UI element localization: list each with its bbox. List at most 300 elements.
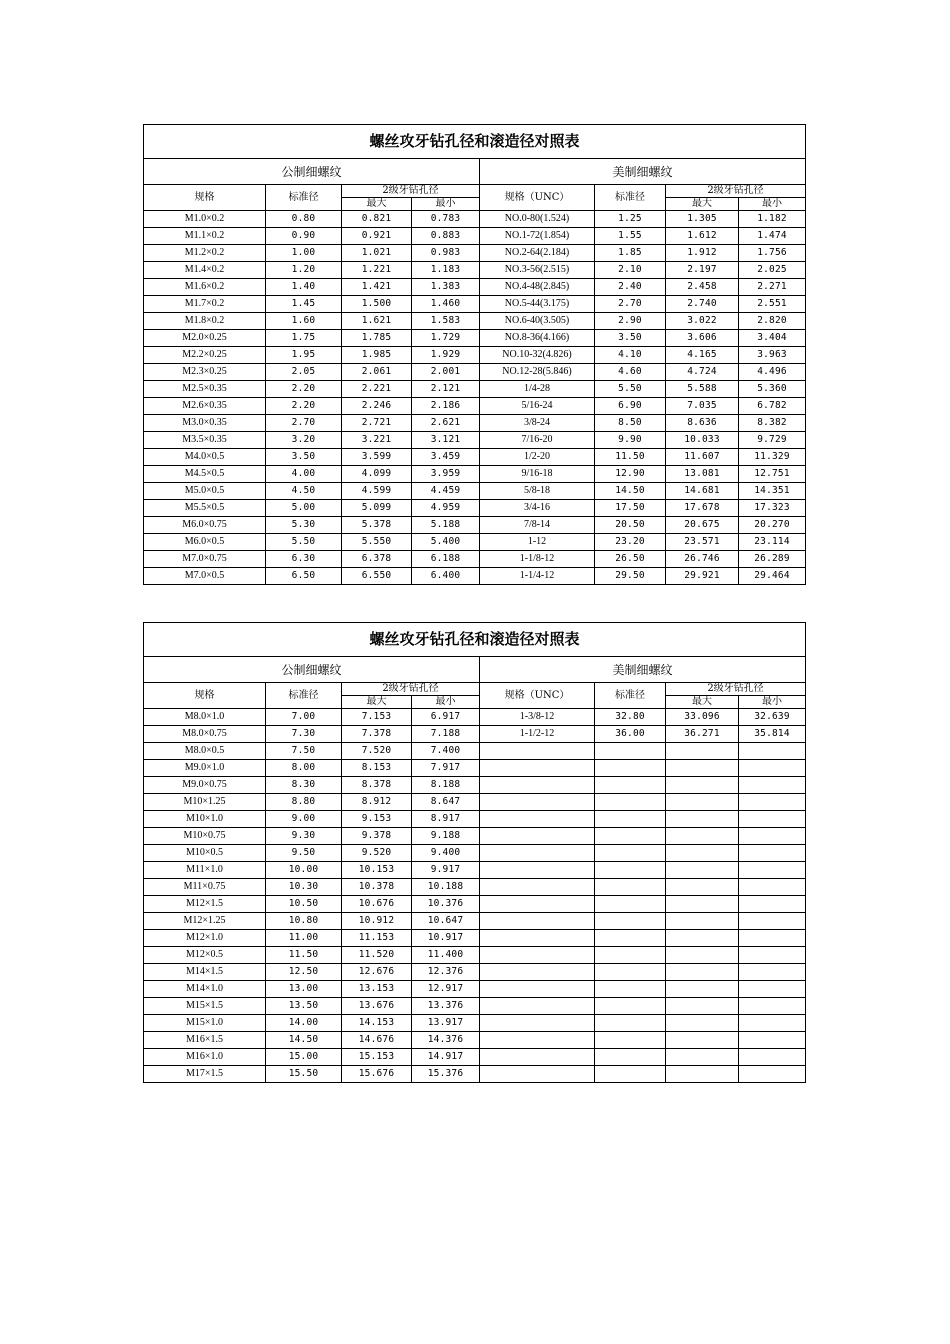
metric-spec-cell: M1.0×0.2 (144, 211, 266, 228)
metric-std-dia-cell: 0.90 (266, 228, 342, 245)
us-spec-cell (480, 913, 595, 930)
metric-drill-max-cell: 7.378 (342, 726, 412, 743)
us-drill-max-cell: 14.681 (666, 483, 739, 500)
metric-drill-max-cell: 1.500 (342, 296, 412, 313)
us-std-dia-cell: 12.90 (595, 466, 666, 483)
metric-spec-cell: M2.3×0.25 (144, 364, 266, 381)
metric-drill-min-cell: 8.917 (412, 811, 480, 828)
metric-drill-max-cell: 11.520 (342, 947, 412, 964)
metric-drill-max-cell: 0.921 (342, 228, 412, 245)
metric-drill-max-cell: 9.153 (342, 811, 412, 828)
table-row (144, 347, 806, 364)
us-drill-min-cell (739, 896, 806, 913)
table-row (144, 398, 806, 415)
metric-std-dia-cell: 9.50 (266, 845, 342, 862)
us-spec-cell (480, 845, 595, 862)
metric-std-dia-cell: 2.70 (266, 415, 342, 432)
us-drill-min-cell: 35.814 (739, 726, 806, 743)
us-spec-cell: 5/8-18 (480, 483, 595, 500)
metric-std-dia-cell: 8.30 (266, 777, 342, 794)
table-row (144, 211, 806, 228)
table-row (144, 262, 806, 279)
us-drill-max-cell (666, 998, 739, 1015)
metric-drill-min-cell: 14.917 (412, 1049, 480, 1066)
metric-drill-min-cell: 3.121 (412, 432, 480, 449)
metric-std-dia-cell: 11.50 (266, 947, 342, 964)
us-drill-max-cell: 8.636 (666, 415, 739, 432)
metric-drill-max-cell: 2.246 (342, 398, 412, 415)
header-min-us: 最小 (739, 198, 806, 211)
us-spec-cell: NO.4-48(2.845) (480, 279, 595, 296)
metric-drill-min-cell: 9.188 (412, 828, 480, 845)
table-title: 螺丝攻牙钻孔径和滚造径对照表 (144, 623, 806, 657)
metric-drill-max-cell: 8.378 (342, 777, 412, 794)
us-drill-max-cell (666, 879, 739, 896)
us-spec-cell (480, 1049, 595, 1066)
metric-drill-min-cell: 9.917 (412, 862, 480, 879)
metric-drill-max-cell: 5.378 (342, 517, 412, 534)
metric-spec-cell: M2.5×0.35 (144, 381, 266, 398)
metric-drill-min-cell: 12.376 (412, 964, 480, 981)
metric-std-dia-cell: 3.20 (266, 432, 342, 449)
header-max-us: 最大 (666, 198, 739, 211)
us-spec-cell: 1/4-28 (480, 381, 595, 398)
table-row (144, 500, 806, 517)
metric-drill-max-cell: 4.599 (342, 483, 412, 500)
metric-std-dia-cell: 2.05 (266, 364, 342, 381)
us-drill-min-cell: 5.360 (739, 381, 806, 398)
metric-std-dia-cell: 1.00 (266, 245, 342, 262)
us-std-dia-cell (595, 879, 666, 896)
us-std-dia-cell: 2.40 (595, 279, 666, 296)
metric-drill-min-cell: 2.001 (412, 364, 480, 381)
us-drill-max-cell: 4.724 (666, 364, 739, 381)
us-drill-min-cell (739, 811, 806, 828)
us-std-dia-cell (595, 1066, 666, 1083)
metric-drill-min-cell: 2.621 (412, 415, 480, 432)
table-row (144, 568, 806, 585)
metric-drill-max-cell: 10.912 (342, 913, 412, 930)
metric-drill-max-cell: 8.153 (342, 760, 412, 777)
us-drill-max-cell (666, 1049, 739, 1066)
metric-drill-max-cell: 6.550 (342, 568, 412, 585)
us-drill-max-cell (666, 845, 739, 862)
metric-std-dia-cell: 8.80 (266, 794, 342, 811)
us-spec-cell (480, 1032, 595, 1049)
us-std-dia-cell (595, 794, 666, 811)
metric-spec-cell: M17×1.5 (144, 1066, 266, 1083)
us-drill-min-cell (739, 947, 806, 964)
us-drill-min-cell (739, 964, 806, 981)
header-std-dia: 标准径 (266, 185, 342, 211)
metric-std-dia-cell: 10.00 (266, 862, 342, 879)
us-spec-cell (480, 1015, 595, 1032)
metric-std-dia-cell: 9.00 (266, 811, 342, 828)
metric-drill-min-cell: 0.783 (412, 211, 480, 228)
us-section-label: 美制细螺纹 (480, 657, 806, 683)
metric-std-dia-cell: 13.50 (266, 998, 342, 1015)
us-std-dia-cell (595, 828, 666, 845)
us-drill-max-cell (666, 811, 739, 828)
metric-drill-max-cell: 5.550 (342, 534, 412, 551)
us-drill-min-cell: 14.351 (739, 483, 806, 500)
table-row (144, 794, 806, 811)
metric-drill-min-cell: 7.400 (412, 743, 480, 760)
us-drill-min-cell: 8.382 (739, 415, 806, 432)
metric-drill-max-cell: 0.821 (342, 211, 412, 228)
metric-drill-min-cell: 1.383 (412, 279, 480, 296)
us-drill-max-cell (666, 930, 739, 947)
section-row (144, 159, 806, 185)
metric-drill-max-cell: 7.520 (342, 743, 412, 760)
metric-drill-min-cell: 15.376 (412, 1066, 480, 1083)
header-row (144, 683, 806, 696)
us-drill-min-cell (739, 998, 806, 1015)
metric-drill-min-cell: 10.188 (412, 879, 480, 896)
us-std-dia-cell: 20.50 (595, 517, 666, 534)
metric-std-dia-cell: 9.30 (266, 828, 342, 845)
us-std-dia-cell: 9.90 (595, 432, 666, 449)
metric-drill-min-cell: 4.459 (412, 483, 480, 500)
metric-spec-cell: M10×0.5 (144, 845, 266, 862)
table-row (144, 828, 806, 845)
metric-spec-cell: M10×1.25 (144, 794, 266, 811)
us-std-dia-cell (595, 964, 666, 981)
metric-drill-min-cell: 0.983 (412, 245, 480, 262)
us-drill-min-cell (739, 743, 806, 760)
metric-drill-min-cell: 1.583 (412, 313, 480, 330)
metric-drill-max-cell: 1.021 (342, 245, 412, 262)
metric-std-dia-cell: 0.80 (266, 211, 342, 228)
metric-drill-max-cell: 5.099 (342, 500, 412, 517)
us-drill-max-cell: 4.165 (666, 347, 739, 364)
metric-std-dia-cell: 1.45 (266, 296, 342, 313)
metric-drill-min-cell: 1.460 (412, 296, 480, 313)
us-spec-cell: 1/2-20 (480, 449, 595, 466)
us-drill-max-cell (666, 964, 739, 981)
us-drill-min-cell: 1.756 (739, 245, 806, 262)
us-spec-cell: 9/16-18 (480, 466, 595, 483)
us-drill-min-cell: 4.496 (739, 364, 806, 381)
metric-drill-max-cell: 1.985 (342, 347, 412, 364)
us-spec-cell: 1-1/4-12 (480, 568, 595, 585)
header-row (144, 185, 806, 198)
metric-spec-cell: M9.0×0.75 (144, 777, 266, 794)
us-drill-min-cell: 32.639 (739, 709, 806, 726)
metric-spec-cell: M10×1.0 (144, 811, 266, 828)
metric-spec-cell: M6.0×0.75 (144, 517, 266, 534)
us-std-dia-cell (595, 862, 666, 879)
header-spec-unc: 规格（UNC） (480, 185, 595, 211)
metric-drill-min-cell: 1.729 (412, 330, 480, 347)
table-row (144, 862, 806, 879)
metric-spec-cell: M8.0×0.75 (144, 726, 266, 743)
metric-std-dia-cell: 7.30 (266, 726, 342, 743)
metric-drill-max-cell: 9.378 (342, 828, 412, 845)
us-spec-cell: 1-3/8-12 (480, 709, 595, 726)
us-spec-cell (480, 998, 595, 1015)
metric-drill-min-cell: 9.400 (412, 845, 480, 862)
metric-spec-cell: M15×1.0 (144, 1015, 266, 1032)
metric-drill-min-cell: 3.459 (412, 449, 480, 466)
us-std-dia-cell (595, 947, 666, 964)
us-spec-cell (480, 947, 595, 964)
us-std-dia-cell (595, 743, 666, 760)
us-spec-cell: NO.12-28(5.846) (480, 364, 595, 381)
table-row (144, 981, 806, 998)
metric-drill-max-cell: 15.153 (342, 1049, 412, 1066)
us-drill-max-cell (666, 896, 739, 913)
us-drill-max-cell (666, 760, 739, 777)
table-row (144, 279, 806, 296)
metric-std-dia-cell: 1.75 (266, 330, 342, 347)
metric-spec-cell: M14×1.0 (144, 981, 266, 998)
metric-spec-cell: M7.0×0.5 (144, 568, 266, 585)
us-std-dia-cell: 2.70 (595, 296, 666, 313)
metric-drill-max-cell: 2.221 (342, 381, 412, 398)
metric-drill-max-cell: 13.153 (342, 981, 412, 998)
us-drill-max-cell: 13.081 (666, 466, 739, 483)
table-row (144, 896, 806, 913)
us-drill-min-cell (739, 794, 806, 811)
metric-std-dia-cell: 4.50 (266, 483, 342, 500)
table-row (144, 449, 806, 466)
metric-drill-min-cell: 1.183 (412, 262, 480, 279)
metric-std-dia-cell: 6.50 (266, 568, 342, 585)
us-std-dia-cell: 4.10 (595, 347, 666, 364)
us-drill-max-cell (666, 947, 739, 964)
metric-spec-cell: M5.5×0.5 (144, 500, 266, 517)
us-drill-min-cell (739, 777, 806, 794)
metric-std-dia-cell: 11.00 (266, 930, 342, 947)
table-row (144, 1015, 806, 1032)
us-spec-cell: NO.8-36(4.166) (480, 330, 595, 347)
table-row (144, 879, 806, 896)
us-std-dia-cell: 2.90 (595, 313, 666, 330)
us-spec-cell (480, 862, 595, 879)
table-row (144, 777, 806, 794)
us-drill-max-cell: 29.921 (666, 568, 739, 585)
metric-spec-cell: M1.2×0.2 (144, 245, 266, 262)
us-std-dia-cell: 1.85 (595, 245, 666, 262)
us-drill-max-cell (666, 981, 739, 998)
us-drill-min-cell: 12.751 (739, 466, 806, 483)
tap-drill-table-1 (143, 124, 805, 585)
metric-spec-cell: M1.4×0.2 (144, 262, 266, 279)
us-drill-min-cell: 3.404 (739, 330, 806, 347)
metric-spec-cell: M2.2×0.25 (144, 347, 266, 364)
us-spec-cell: 7/8-14 (480, 517, 595, 534)
table-row (144, 913, 806, 930)
header-min: 最小 (412, 198, 480, 211)
metric-spec-cell: M12×1.25 (144, 913, 266, 930)
us-drill-max-cell: 3.022 (666, 313, 739, 330)
metric-std-dia-cell: 2.20 (266, 381, 342, 398)
metric-std-dia-cell: 1.20 (266, 262, 342, 279)
us-std-dia-cell: 11.50 (595, 449, 666, 466)
us-std-dia-cell: 1.55 (595, 228, 666, 245)
header-std-dia-us: 标准径 (595, 185, 666, 211)
us-drill-min-cell: 17.323 (739, 500, 806, 517)
us-drill-max-cell: 26.746 (666, 551, 739, 568)
table-row (144, 930, 806, 947)
us-drill-max-cell: 7.035 (666, 398, 739, 415)
metric-section-label: 公制细螺纹 (144, 159, 480, 185)
us-drill-max-cell: 2.197 (666, 262, 739, 279)
us-drill-min-cell: 1.474 (739, 228, 806, 245)
metric-spec-cell: M7.0×0.75 (144, 551, 266, 568)
metric-spec-cell: M12×1.0 (144, 930, 266, 947)
metric-drill-max-cell: 14.676 (342, 1032, 412, 1049)
us-spec-cell (480, 896, 595, 913)
metric-spec-cell: M16×1.0 (144, 1049, 266, 1066)
us-spec-cell: NO.3-56(2.515) (480, 262, 595, 279)
metric-drill-max-cell: 6.378 (342, 551, 412, 568)
metric-std-dia-cell: 5.30 (266, 517, 342, 534)
metric-drill-min-cell: 0.883 (412, 228, 480, 245)
table-row (144, 330, 806, 347)
us-section-label: 美制细螺纹 (480, 159, 806, 185)
metric-spec-cell: M4.5×0.5 (144, 466, 266, 483)
table-row (144, 551, 806, 568)
us-spec-cell: NO.1-72(1.854) (480, 228, 595, 245)
table-row (144, 1032, 806, 1049)
table-row (144, 415, 806, 432)
us-drill-max-cell (666, 1015, 739, 1032)
us-std-dia-cell: 3.50 (595, 330, 666, 347)
metric-drill-min-cell: 5.400 (412, 534, 480, 551)
metric-std-dia-cell: 5.50 (266, 534, 342, 551)
table-row (144, 964, 806, 981)
metric-spec-cell: M10×0.75 (144, 828, 266, 845)
metric-std-dia-cell: 15.00 (266, 1049, 342, 1066)
metric-spec-cell: M16×1.5 (144, 1032, 266, 1049)
metric-spec-cell: M3.0×0.35 (144, 415, 266, 432)
us-std-dia-cell (595, 1015, 666, 1032)
us-drill-min-cell: 29.464 (739, 568, 806, 585)
header-spec-unc: 规格（UNC） (480, 683, 595, 709)
us-spec-cell (480, 964, 595, 981)
us-drill-min-cell (739, 1049, 806, 1066)
us-drill-min-cell: 2.025 (739, 262, 806, 279)
us-std-dia-cell (595, 760, 666, 777)
us-std-dia-cell: 32.80 (595, 709, 666, 726)
us-drill-max-cell (666, 794, 739, 811)
header-drill-group-us: 2级牙钻孔径 (666, 185, 806, 198)
us-drill-max-cell: 1.305 (666, 211, 739, 228)
metric-std-dia-cell: 1.40 (266, 279, 342, 296)
us-drill-min-cell (739, 879, 806, 896)
us-spec-cell (480, 760, 595, 777)
us-drill-min-cell (739, 862, 806, 879)
table-row (144, 432, 806, 449)
us-spec-cell: NO.10-32(4.826) (480, 347, 595, 364)
metric-spec-cell: M1.7×0.2 (144, 296, 266, 313)
us-spec-cell: 1-1/2-12 (480, 726, 595, 743)
metric-drill-max-cell: 15.676 (342, 1066, 412, 1083)
us-std-dia-cell (595, 811, 666, 828)
metric-drill-max-cell: 9.520 (342, 845, 412, 862)
us-drill-min-cell: 26.289 (739, 551, 806, 568)
us-std-dia-cell (595, 930, 666, 947)
metric-drill-min-cell: 7.917 (412, 760, 480, 777)
us-spec-cell: NO.5-44(3.175) (480, 296, 595, 313)
us-spec-cell: NO.0-80(1.524) (480, 211, 595, 228)
metric-std-dia-cell: 13.00 (266, 981, 342, 998)
table-row (144, 381, 806, 398)
us-drill-max-cell: 17.678 (666, 500, 739, 517)
us-spec-cell: 7/16-20 (480, 432, 595, 449)
us-spec-cell (480, 794, 595, 811)
metric-drill-min-cell: 5.188 (412, 517, 480, 534)
metric-drill-min-cell: 10.917 (412, 930, 480, 947)
header-min-us: 最小 (739, 696, 806, 709)
us-drill-min-cell (739, 1066, 806, 1083)
us-drill-min-cell: 2.820 (739, 313, 806, 330)
table-title: 螺丝攻牙钻孔径和滚造径对照表 (144, 125, 806, 159)
metric-drill-min-cell: 13.917 (412, 1015, 480, 1032)
us-drill-max-cell: 20.675 (666, 517, 739, 534)
title-row (144, 623, 806, 657)
us-std-dia-cell (595, 896, 666, 913)
us-std-dia-cell: 4.60 (595, 364, 666, 381)
header-max-us: 最大 (666, 696, 739, 709)
table-row (144, 245, 806, 262)
metric-std-dia-cell: 14.00 (266, 1015, 342, 1032)
metric-spec-cell: M6.0×0.5 (144, 534, 266, 551)
table-row (144, 811, 806, 828)
header-min: 最小 (412, 696, 480, 709)
metric-std-dia-cell: 12.50 (266, 964, 342, 981)
us-drill-min-cell: 2.551 (739, 296, 806, 313)
us-spec-cell: NO.6-40(3.505) (480, 313, 595, 330)
us-drill-max-cell (666, 777, 739, 794)
metric-spec-cell: M5.0×0.5 (144, 483, 266, 500)
us-spec-cell (480, 930, 595, 947)
us-std-dia-cell: 36.00 (595, 726, 666, 743)
us-spec-cell: 5/16-24 (480, 398, 595, 415)
table-row (144, 466, 806, 483)
us-drill-max-cell: 33.096 (666, 709, 739, 726)
metric-std-dia-cell: 1.60 (266, 313, 342, 330)
us-std-dia-cell (595, 1032, 666, 1049)
us-spec-cell (480, 743, 595, 760)
metric-spec-cell: M2.6×0.35 (144, 398, 266, 415)
metric-drill-min-cell: 2.186 (412, 398, 480, 415)
us-spec-cell (480, 1066, 595, 1083)
us-drill-min-cell (739, 1032, 806, 1049)
metric-drill-min-cell: 11.400 (412, 947, 480, 964)
table-row (144, 228, 806, 245)
metric-drill-min-cell: 13.376 (412, 998, 480, 1015)
header-drill-group-us: 2级牙钻孔径 (666, 683, 806, 696)
us-drill-max-cell: 10.033 (666, 432, 739, 449)
header-drill-group: 2级牙钻孔径 (342, 683, 480, 696)
us-drill-max-cell: 11.607 (666, 449, 739, 466)
us-spec-cell (480, 777, 595, 794)
us-drill-max-cell: 2.740 (666, 296, 739, 313)
metric-drill-max-cell: 1.621 (342, 313, 412, 330)
us-drill-min-cell (739, 1015, 806, 1032)
us-std-dia-cell: 26.50 (595, 551, 666, 568)
table-row (144, 760, 806, 777)
us-drill-min-cell (739, 828, 806, 845)
us-drill-min-cell: 2.271 (739, 279, 806, 296)
us-drill-max-cell (666, 913, 739, 930)
metric-spec-cell: M9.0×1.0 (144, 760, 266, 777)
us-std-dia-cell: 5.50 (595, 381, 666, 398)
us-std-dia-cell (595, 777, 666, 794)
